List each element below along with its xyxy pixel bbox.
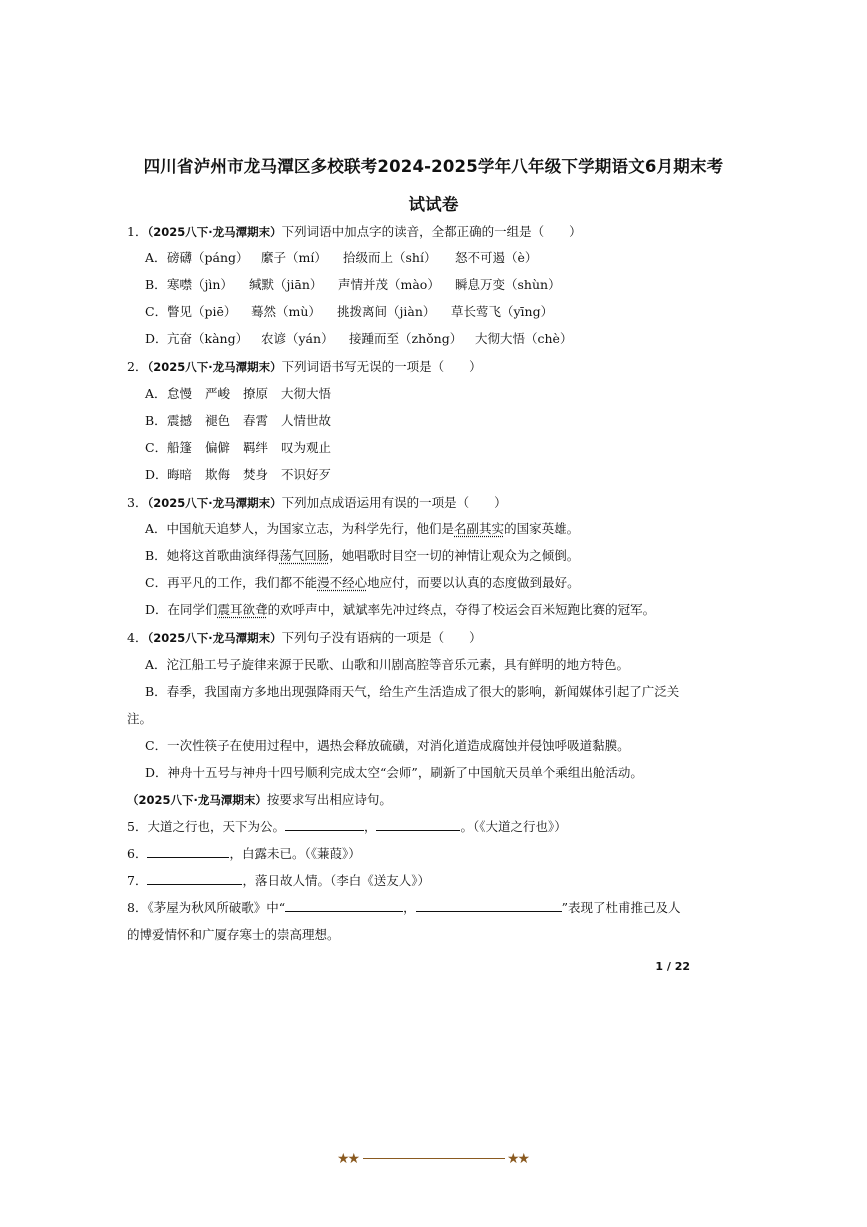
option-item: 叹为观止 xyxy=(281,440,332,455)
option-label: A． xyxy=(145,657,167,672)
q3-option-d xyxy=(145,601,655,619)
question-source: （2025八下·龙马潭期末） xyxy=(147,496,282,510)
poem-text: 。（《大道之行也》） xyxy=(460,819,567,834)
poem-text: ， xyxy=(403,900,416,915)
option-item: 縻子（mí） xyxy=(261,250,327,265)
option-text: 在同学们 xyxy=(167,602,218,617)
poem-text: 《茅屋为秋风所破歌》中“ xyxy=(147,900,286,915)
option-label: B． xyxy=(145,277,167,292)
question-source: （2025八下·龙马潭期末） xyxy=(147,631,282,645)
option-label: D． xyxy=(145,602,168,617)
answer-blank[interactable] xyxy=(285,818,364,831)
dotted-idiom: 漫不经心 xyxy=(317,575,368,590)
question-number: 4． xyxy=(127,630,148,645)
option-item: 大彻大悟（chè） xyxy=(475,331,573,346)
question-text: 下列加点成语运用有误的一项是（ ） xyxy=(281,495,507,510)
question-number: 1． xyxy=(127,224,148,239)
option-label: B． xyxy=(145,548,167,563)
answer-blank[interactable] xyxy=(376,818,460,831)
option-item: 缄默（jiān） xyxy=(249,277,323,292)
option-item: 蓦然（mù） xyxy=(251,304,321,319)
question-8-continuation: 的博爱情怀和广厦存寒士的崇高理想。 xyxy=(127,927,340,942)
question-number: 8． xyxy=(127,900,148,915)
option-label: C． xyxy=(145,575,168,590)
answer-blank[interactable] xyxy=(147,845,229,858)
q2-option-d xyxy=(145,466,332,484)
option-text: 中国航天追梦人，为国家立志，为科学先行，他们是 xyxy=(166,521,455,536)
q3-option-c xyxy=(145,574,580,592)
q3-option-a xyxy=(145,520,579,538)
question-4-stem xyxy=(127,629,482,647)
option-item: 晦暗 xyxy=(167,467,193,482)
option-item: 撩原 xyxy=(243,386,269,401)
answer-blank[interactable] xyxy=(147,872,242,885)
option-item: 拾级而上（shí） xyxy=(343,250,437,265)
q1-option-d xyxy=(145,330,573,348)
answer-blank[interactable] xyxy=(285,899,403,912)
dotted-idiom: 名副其实 xyxy=(454,521,505,536)
page-title-line-1: 四川省泸州市龙马潭区多校联考2024-2025学年八年级下学期语文6月期末考 xyxy=(143,157,724,176)
option-item: 偏僻 xyxy=(205,440,231,455)
option-label: C． xyxy=(145,304,168,319)
question-3-stem xyxy=(127,494,507,512)
q2-option-b xyxy=(145,412,332,430)
option-item: 震撼 xyxy=(167,413,193,428)
option-item: 羁绊 xyxy=(243,440,269,455)
option-item: 欺侮 xyxy=(205,467,231,482)
question-number: 5． xyxy=(127,819,148,834)
option-label: C． xyxy=(145,440,168,455)
poem-text: ，白露未已。（《蒹葭》） xyxy=(229,846,361,861)
option-text: 一次性筷子在使用过程中，遇热会释放硫磺，对消化道造成腐蚀并侵蚀呼吸道黏膜。 xyxy=(167,738,630,753)
q4-option-b xyxy=(145,683,679,701)
q2-option-a xyxy=(145,385,332,403)
option-item: 褪色 xyxy=(205,413,231,428)
question-6 xyxy=(127,845,361,863)
option-label: D． xyxy=(145,331,168,346)
question-2-stem xyxy=(127,358,482,376)
option-text: ，她唱歌时目空一切的神情让观众为之倾倒。 xyxy=(329,548,580,563)
option-item: 亢奋（kàng） xyxy=(167,331,249,346)
option-item: 农谚（yán） xyxy=(261,331,334,346)
option-label: D． xyxy=(145,765,168,780)
option-item: 不识好歹 xyxy=(281,467,332,482)
q4-option-c xyxy=(145,737,630,755)
question-7 xyxy=(127,872,430,890)
q3-option-b xyxy=(145,547,579,565)
question-number: 3． xyxy=(127,495,148,510)
poem-text: 大道之行也，天下为公。 xyxy=(147,819,285,834)
option-item: 船篷 xyxy=(167,440,193,455)
option-text: 地应付，而要以认真的态度做到最好。 xyxy=(367,575,580,590)
section-instruction: 按要求写出相应诗句。 xyxy=(266,792,392,807)
answer-blank[interactable] xyxy=(416,899,562,912)
question-source: （2025八下·龙马潭期末） xyxy=(147,225,282,239)
option-label: B． xyxy=(145,684,167,699)
footer-ornament xyxy=(337,1149,533,1169)
option-text: 神舟十五号与神舟十四号顺利完成太空“会师”，刷新了中国航天员单个乘组出舱活动。 xyxy=(167,765,643,780)
option-label: A． xyxy=(145,250,167,265)
option-text: 的国家英雄。 xyxy=(504,521,580,536)
footer-divider xyxy=(363,1158,505,1159)
option-item: 瞥见（piē） xyxy=(167,304,237,319)
question-source: （2025八下·龙马潭期末） xyxy=(147,360,282,374)
option-text: 沱江船工号子旋律来源于民歌、山歌和川剧高腔等音乐元素，具有鲜明的地方特色。 xyxy=(166,657,630,672)
dotted-idiom: 荡气回肠 xyxy=(279,548,330,563)
option-item: 寒噤（jìn） xyxy=(167,277,233,292)
option-item: 焚身 xyxy=(243,467,269,482)
option-item: 人情世故 xyxy=(281,413,332,428)
q4-option-b-continuation: 注。 xyxy=(127,711,153,726)
option-label: A． xyxy=(145,386,167,401)
q1-option-b xyxy=(145,276,561,294)
option-item: 怠慢 xyxy=(167,386,193,401)
question-text: 下列词语中加点字的读音，全都正确的一组是（ ） xyxy=(281,224,582,239)
star-icon: ★★ xyxy=(507,1151,529,1167)
question-number: 2． xyxy=(127,359,148,374)
option-item: 接踵而至（zhǒng） xyxy=(349,331,463,346)
option-label: D． xyxy=(145,467,168,482)
option-text: 她将这首歌曲演绎得 xyxy=(166,548,280,563)
poem-text: ”表现了杜甫推己及人 xyxy=(561,900,681,915)
question-1-stem xyxy=(127,223,582,241)
question-8 xyxy=(127,899,681,917)
option-item: 声情并茂（mào） xyxy=(338,277,440,292)
option-item: 草长莺飞（yīng） xyxy=(451,304,554,319)
poetry-section-intro xyxy=(127,791,392,809)
q1-option-c xyxy=(145,303,554,321)
option-label: A． xyxy=(145,521,167,536)
question-5 xyxy=(127,818,567,836)
option-label: B． xyxy=(145,413,167,428)
poem-text: ， xyxy=(363,819,377,834)
q4-option-d xyxy=(145,764,643,782)
dotted-idiom: 震耳欲聋 xyxy=(217,602,268,617)
option-item: 大彻大悟 xyxy=(281,386,332,401)
option-item: 瞬息万变（shùn） xyxy=(455,277,561,292)
question-number: 6． xyxy=(127,846,148,861)
option-item: 春霄 xyxy=(243,413,269,428)
page-title-line-2: 试试卷 xyxy=(408,195,459,214)
star-icon: ★★ xyxy=(337,1151,359,1167)
q4-option-a xyxy=(145,656,629,674)
option-item: 怒不可遏（è） xyxy=(455,250,538,265)
option-text: 的欢呼声中，斌斌率先冲过终点，夺得了校运会百米短跑比赛的冠军。 xyxy=(267,602,656,617)
option-label: C． xyxy=(145,738,168,753)
question-number: 7． xyxy=(127,873,148,888)
option-item: 磅礴（páng） xyxy=(167,250,249,265)
question-text: 下列词语书写无误的一项是（ ） xyxy=(281,359,482,374)
option-item: 严峻 xyxy=(205,386,231,401)
option-item: 挑拨离间（jiàn） xyxy=(337,304,436,319)
q1-option-a xyxy=(145,249,538,267)
question-source: （2025八下·龙马潭期末） xyxy=(127,793,267,807)
poem-text: ，落日故人情。（李白《送友人》） xyxy=(242,873,430,888)
q2-option-c xyxy=(145,439,332,457)
option-text: 再平凡的工作，我们都不能 xyxy=(167,575,318,590)
page-number: 1 / 22 xyxy=(655,960,690,973)
question-text: 下列句子没有语病的一项是（ ） xyxy=(281,630,482,645)
option-text: 春季，我国南方多地出现强降雨天气，给生产生活造成了很大的影响，新闻媒体引起了广泛关 xyxy=(166,684,680,699)
